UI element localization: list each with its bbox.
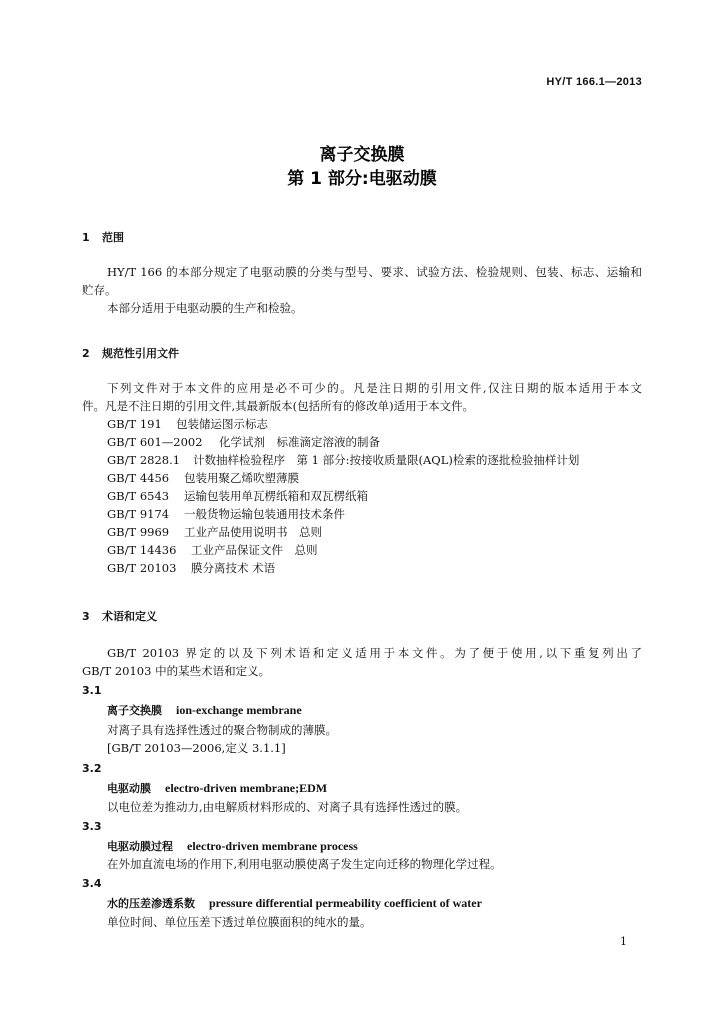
term-zh: 水的压差渗透系数 bbox=[107, 897, 195, 910]
normative-intro-line2: 件。凡是不注日期的引用文件,其最新版本(包括所有的修改单)适用于本文件。 bbox=[82, 399, 475, 413]
term-number: 3.4 bbox=[82, 877, 102, 890]
term-zh: 离子交换膜 bbox=[107, 704, 162, 717]
term-en: electro-driven membrane process bbox=[187, 839, 358, 853]
page-number: 1 bbox=[620, 935, 627, 948]
term-source: [GB/T 20103—2006,定义 3.1.1] bbox=[107, 741, 286, 755]
reference-title: 膜分离技术 术语 bbox=[191, 561, 276, 575]
reference-item bbox=[107, 452, 579, 468]
reference-item bbox=[107, 470, 299, 486]
reference-title: 计数抽样检验程序 第 1 部分:按接收质量限(AQL)检索的逐批检验抽样计划 bbox=[193, 453, 580, 467]
section-number: 1 bbox=[82, 231, 90, 244]
normative-intro-line1: 下列文件对于本文件的应用是必不可少的。凡是注日期的引用文件,仅注日期的版本适用于本文 bbox=[107, 381, 642, 395]
reference-title: 一般货物运输包装通用技术条件 bbox=[184, 507, 345, 521]
reference-title: 包装用聚乙烯吹塑薄膜 bbox=[184, 471, 299, 485]
reference-item bbox=[107, 524, 322, 540]
scope-applicability: 本部分适用于电驱动膜的生产和检验。 bbox=[107, 301, 303, 315]
term-heading bbox=[107, 780, 327, 796]
section-title: 范围 bbox=[102, 231, 124, 244]
terms-intro-line2: GB/T 20103 中的某些术语和定义。 bbox=[82, 664, 271, 678]
section-1-heading bbox=[82, 229, 124, 245]
document-subtitle: 第 1 部分:电驱动膜 bbox=[287, 169, 437, 189]
section-number: 3 bbox=[82, 610, 90, 623]
reference-item bbox=[107, 542, 318, 558]
term-definition: 单位时间、单位压差下透过单位膜面积的纯水的量。 bbox=[107, 915, 372, 929]
term-zh: 电驱动膜过程 bbox=[107, 840, 173, 853]
reference-title: 运输包装用单瓦楞纸箱和双瓦楞纸箱 bbox=[184, 489, 368, 503]
reference-item bbox=[107, 416, 268, 432]
term-heading bbox=[107, 895, 482, 911]
term-number: 3.3 bbox=[82, 820, 102, 833]
reference-item bbox=[107, 560, 275, 576]
document-title: 离子交换膜 bbox=[319, 145, 405, 165]
term-number: 3.2 bbox=[82, 762, 102, 775]
section-number: 2 bbox=[82, 347, 90, 360]
scope-paragraph-line1: HY/T 166 的本部分规定了电驱动膜的分类与型号、要求、试验方法、检验规则、包装、标志、运输和 bbox=[107, 265, 642, 279]
reference-title: 包装储运图示标志 bbox=[176, 417, 268, 431]
reference-code: GB/T 20103 bbox=[107, 561, 177, 575]
terms-intro-line1: GB/T 20103 界定的以及下列术语和定义适用于本文件。为了便于使用,以下重复列出了 bbox=[107, 646, 642, 660]
reference-item bbox=[107, 488, 368, 504]
reference-code: GB/T 14436 bbox=[107, 543, 177, 557]
scope-paragraph-line2: 贮存。 bbox=[82, 283, 117, 297]
term-heading bbox=[107, 838, 358, 854]
reference-code: GB/T 2828.1 bbox=[107, 453, 181, 467]
reference-code: GB/T 191 bbox=[107, 417, 162, 431]
term-heading bbox=[107, 702, 302, 718]
term-number: 3.1 bbox=[82, 684, 102, 697]
reference-title: 工业产品使用说明书 总则 bbox=[184, 525, 322, 539]
reference-item bbox=[107, 506, 345, 522]
reference-title: 化学试剂 标准滴定溶液的制备 bbox=[219, 435, 380, 449]
term-en: pressure differential permeability coefficient of water bbox=[209, 896, 482, 910]
section-3-heading bbox=[82, 608, 157, 624]
term-definition: 对离子具有选择性透过的聚合物制成的薄膜。 bbox=[107, 723, 337, 737]
reference-code: GB/T 6543 bbox=[107, 489, 170, 503]
term-zh: 电驱动膜 bbox=[107, 782, 151, 795]
term-en: ion-exchange membrane bbox=[176, 703, 302, 717]
term-definition: 在外加直流电场的作用下,利用电驱动膜使离子发生定向迁移的物理化学过程。 bbox=[107, 857, 502, 871]
reference-code: GB/T 4456 bbox=[107, 471, 170, 485]
standard-number: HY/T 166.1—2013 bbox=[546, 76, 642, 88]
reference-code: GB/T 9969 bbox=[107, 525, 170, 539]
term-definition: 以电位差为推动力,由电解质材料形成的、对离子具有选择性透过的膜。 bbox=[107, 800, 468, 814]
section-title: 术语和定义 bbox=[102, 610, 157, 623]
section-title: 规范性引用文件 bbox=[102, 347, 179, 360]
reference-item bbox=[107, 434, 380, 450]
reference-title: 工业产品保证文件 总则 bbox=[191, 543, 318, 557]
term-en: electro-driven membrane;EDM bbox=[165, 781, 328, 795]
section-2-heading bbox=[82, 345, 179, 361]
reference-code: GB/T 601—2002 bbox=[107, 435, 203, 449]
reference-code: GB/T 9174 bbox=[107, 507, 170, 521]
